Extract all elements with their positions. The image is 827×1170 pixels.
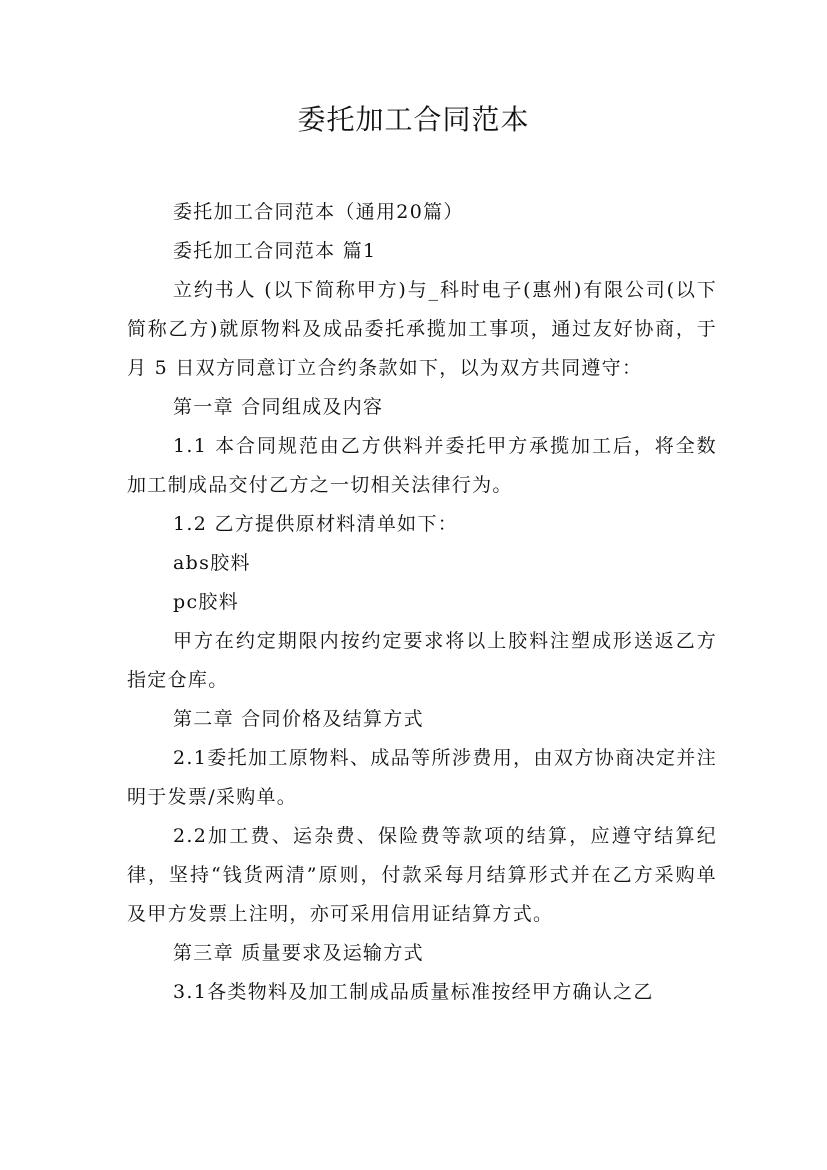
paragraph-section-heading: 委托加工合同范本 篇1 <box>173 240 377 262</box>
chapter-2-heading: 第二章 合同价格及结算方式 <box>173 708 424 730</box>
document-title: 委托加工合同范本 <box>297 103 530 136</box>
document-body <box>127 193 717 1012</box>
clause-2-2: 2.2加工费、运杂费、保险费等款项的结算，应遵守结算纪律，坚持“钱货两清”原则，付款采每月结算形式并在乙方采购单及甲方发票上注明，亦可采用信用证结算方式。 <box>127 825 717 925</box>
paragraph-parties: 立约书人 (以下简称甲方)与_科时电子(惠州)有限公司(以下简称乙方)就原物料及成品委托承揽加工事项，通过友好协商，于月 5 日双方同意订立合约条款如下，以为双方共同遵守： <box>127 279 717 379</box>
clause-2-1: 2.1委托加工原物料、成品等所涉费用，由双方协商决定并注明于发票/采购单。 <box>127 747 717 808</box>
chapter-3-heading: 第三章 质量要求及运输方式 <box>173 942 424 964</box>
clause-1-2: 1.2 乙方提供原材料清单如下： <box>173 513 459 535</box>
paragraph-delivery: 甲方在约定期限内按约定要求将以上胶料注塑成形送返乙方指定仓库。 <box>127 630 717 691</box>
paragraph-subtitle: 委托加工合同范本（通用20篇） <box>173 201 464 223</box>
material-item-pc: pc胶料 <box>173 591 240 613</box>
chapter-1-heading: 第一章 合同组成及内容 <box>173 396 384 418</box>
clause-1-1: 1.1 本合同规范由乙方供料并委托甲方承揽加工后，将全数加工制成品交付乙方之一切相关法律行为。 <box>127 435 717 496</box>
clause-3-1: 3.1各类物料及加工制成品质量标准按经甲方确认之乙 <box>173 981 654 1003</box>
material-item-abs: abs胶料 <box>173 552 251 574</box>
